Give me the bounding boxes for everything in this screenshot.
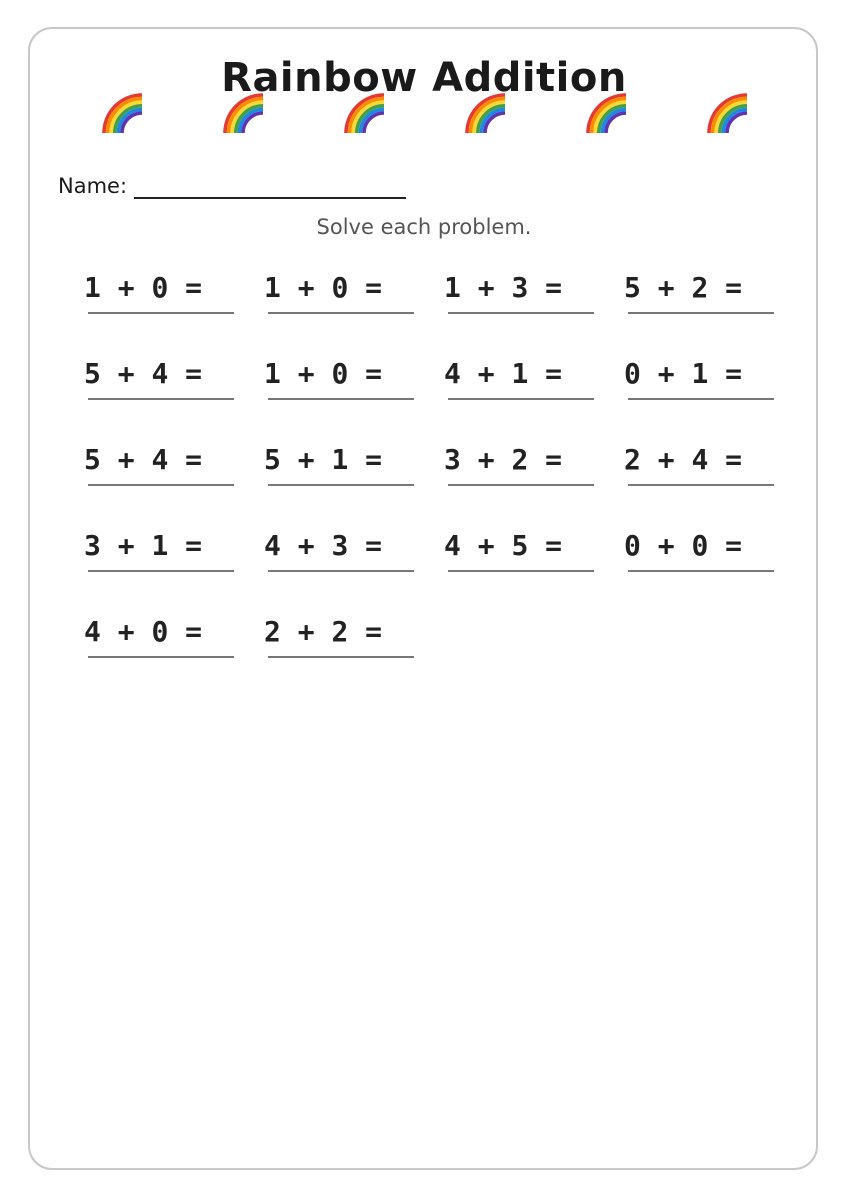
plus-sign: +	[657, 271, 675, 304]
addend-a: 3	[84, 529, 101, 562]
problem-17	[84, 614, 234, 664]
equals-sign: =	[725, 529, 743, 562]
answer-line[interactable]	[88, 570, 234, 572]
equals-sign: =	[365, 443, 383, 476]
problem-15	[444, 528, 594, 578]
addend-a: 0	[624, 529, 641, 562]
problem-expression	[444, 356, 562, 392]
plus-sign: +	[297, 357, 315, 390]
rainbow-icon	[585, 92, 627, 134]
equals-sign: =	[545, 529, 563, 562]
problem-expression	[264, 356, 382, 392]
addend-b: 1	[331, 443, 349, 476]
addend-b: 0	[331, 271, 349, 304]
addend-b: 0	[331, 357, 349, 390]
problem-expression	[264, 442, 382, 478]
plus-sign: +	[297, 615, 315, 648]
addend-b: 4	[691, 443, 709, 476]
addend-a: 1	[444, 271, 461, 304]
problem-expression	[444, 270, 562, 306]
addend-b: 5	[511, 529, 529, 562]
plus-sign: +	[117, 529, 135, 562]
addend-b: 3	[331, 529, 349, 562]
addend-a: 2	[264, 615, 281, 648]
addend-b: 1	[151, 529, 169, 562]
problem-12	[624, 442, 774, 492]
answer-line[interactable]	[628, 398, 774, 400]
equals-sign: =	[185, 357, 203, 390]
plus-sign: +	[477, 443, 495, 476]
addend-a: 4	[264, 529, 281, 562]
problem-expression	[444, 442, 562, 478]
problem-1	[84, 270, 234, 320]
plus-sign: +	[117, 443, 135, 476]
answer-line[interactable]	[268, 398, 414, 400]
problem-expression	[624, 528, 742, 564]
equals-sign: =	[365, 529, 383, 562]
addend-a: 1	[84, 271, 101, 304]
name-label: Name:	[58, 174, 128, 198]
equals-sign: =	[365, 615, 383, 648]
answer-line[interactable]	[628, 570, 774, 572]
addend-a: 1	[264, 357, 281, 390]
problem-5	[84, 356, 234, 406]
answer-line[interactable]	[88, 656, 234, 658]
addend-b: 1	[511, 357, 529, 390]
problem-3	[444, 270, 594, 320]
addend-a: 4	[444, 357, 461, 390]
answer-line[interactable]	[268, 656, 414, 658]
plus-sign: +	[117, 615, 135, 648]
plus-sign: +	[477, 529, 495, 562]
problem-18	[264, 614, 414, 664]
equals-sign: =	[545, 443, 563, 476]
addend-b: 4	[151, 443, 169, 476]
addend-b: 0	[151, 615, 169, 648]
equals-sign: =	[365, 271, 383, 304]
answer-line[interactable]	[88, 398, 234, 400]
addend-a: 0	[624, 357, 641, 390]
name-field[interactable]	[134, 197, 406, 199]
plus-sign: +	[657, 443, 675, 476]
problem-expression	[264, 270, 382, 306]
plus-sign: +	[297, 271, 315, 304]
problem-expression	[264, 528, 382, 564]
answer-line[interactable]	[88, 484, 234, 486]
equals-sign: =	[545, 357, 563, 390]
problem-14	[264, 528, 414, 578]
equals-sign: =	[365, 357, 383, 390]
problem-11	[444, 442, 594, 492]
problem-expression	[624, 270, 742, 306]
rainbow-icon	[464, 92, 506, 134]
addend-a: 5	[84, 357, 101, 390]
addend-a: 5	[84, 443, 101, 476]
rainbow-icon	[706, 92, 748, 134]
addend-b: 2	[691, 271, 709, 304]
equals-sign: =	[725, 443, 743, 476]
problem-2	[264, 270, 414, 320]
rainbow-icon	[222, 92, 264, 134]
problem-expression	[624, 442, 742, 478]
addend-b: 0	[151, 271, 169, 304]
plus-sign: +	[117, 271, 135, 304]
plus-sign: +	[297, 443, 315, 476]
rainbow-icon	[343, 92, 385, 134]
answer-line[interactable]	[448, 398, 594, 400]
problem-expression	[624, 356, 742, 392]
plus-sign: +	[297, 529, 315, 562]
problem-expression	[264, 614, 382, 650]
addend-b: 1	[691, 357, 709, 390]
problem-expression	[84, 614, 202, 650]
addend-b: 4	[151, 357, 169, 390]
problem-expression	[444, 528, 562, 564]
answer-line[interactable]	[628, 484, 774, 486]
answer-line[interactable]	[268, 312, 414, 314]
addend-a: 5	[264, 443, 281, 476]
plus-sign: +	[657, 357, 675, 390]
plus-sign: +	[477, 271, 495, 304]
problem-8	[624, 356, 774, 406]
problem-13	[84, 528, 234, 578]
problem-6	[264, 356, 414, 406]
equals-sign: =	[725, 271, 743, 304]
problem-expression	[84, 356, 202, 392]
answer-line[interactable]	[448, 570, 594, 572]
answer-line[interactable]	[268, 484, 414, 486]
answer-line[interactable]	[448, 484, 594, 486]
rainbow-icon	[101, 92, 143, 134]
problem-expression	[84, 270, 202, 306]
equals-sign: =	[185, 443, 203, 476]
problem-16	[624, 528, 774, 578]
worksheet-title: Rainbow Addition	[221, 55, 627, 101]
addend-a: 4	[444, 529, 461, 562]
answer-line[interactable]	[268, 570, 414, 572]
addend-b: 0	[691, 529, 709, 562]
equals-sign: =	[185, 271, 203, 304]
problem-10	[264, 442, 414, 492]
addend-b: 2	[511, 443, 529, 476]
instructions: Solve each problem.	[316, 215, 532, 239]
addend-a: 2	[624, 443, 641, 476]
answer-line[interactable]	[628, 312, 774, 314]
problem-expression	[84, 528, 202, 564]
problem-expression	[84, 442, 202, 478]
addend-a: 4	[84, 615, 101, 648]
problem-4	[624, 270, 774, 320]
plus-sign: +	[117, 357, 135, 390]
answer-line[interactable]	[448, 312, 594, 314]
equals-sign: =	[545, 271, 563, 304]
addend-a: 5	[624, 271, 641, 304]
equals-sign: =	[725, 357, 743, 390]
problem-7	[444, 356, 594, 406]
plus-sign: +	[657, 529, 675, 562]
problem-9	[84, 442, 234, 492]
equals-sign: =	[185, 615, 203, 648]
addend-b: 3	[511, 271, 529, 304]
addend-a: 3	[444, 443, 461, 476]
addend-b: 2	[331, 615, 349, 648]
plus-sign: +	[477, 357, 495, 390]
equals-sign: =	[185, 529, 203, 562]
addend-a: 1	[264, 271, 281, 304]
answer-line[interactable]	[88, 312, 234, 314]
